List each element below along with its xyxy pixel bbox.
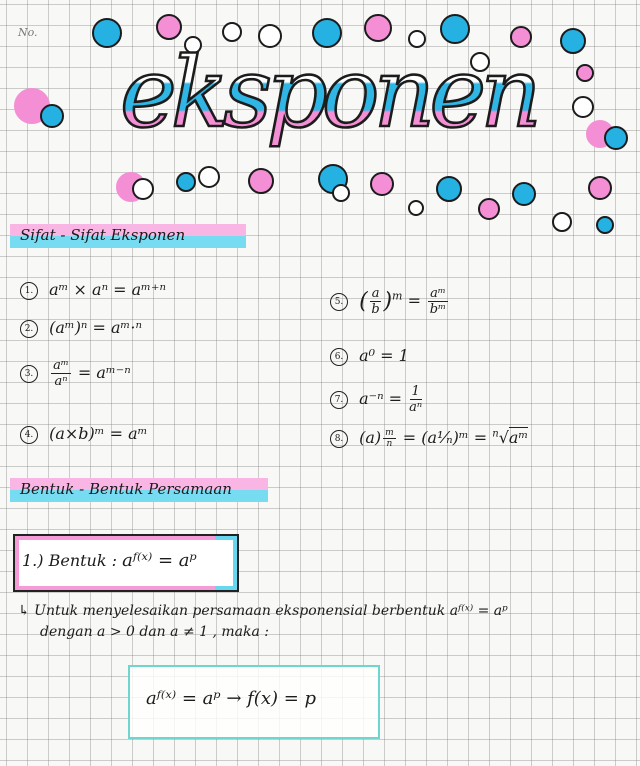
paren-open: ( <box>359 289 368 314</box>
form1-label: 1.) Bentuk : <box>22 551 118 570</box>
fraction <box>51 358 71 389</box>
rule-mid: (a¹⁄ₙ)ᵐ <box>421 428 469 447</box>
dot-icon <box>248 168 274 194</box>
dot-icon <box>588 176 612 200</box>
fraction <box>409 384 422 415</box>
rule-6 <box>330 346 409 366</box>
rule-power: m <box>392 289 403 303</box>
rule-3 <box>20 358 131 389</box>
fraction-denominator: aⁿ <box>54 374 68 389</box>
note-line-2: dengan a > 0 dan a ≠ 1 , maka : <box>40 624 270 640</box>
rule-rhs: aᵐ <box>128 424 148 443</box>
fraction-denominator: aⁿ <box>409 400 423 415</box>
power-denominator: n <box>386 439 393 449</box>
dot-icon <box>478 198 500 220</box>
root-index: n <box>492 428 499 440</box>
dot-icon <box>156 14 182 40</box>
rule-number: 6. <box>330 348 348 366</box>
rule-eq: = <box>109 424 124 443</box>
fraction-numerator: a <box>371 286 380 301</box>
dot-icon <box>436 176 462 202</box>
result-expr: aᶠ⁽ˣ⁾ = aᵖ → f(x) = p <box>146 688 317 709</box>
dot-icon <box>370 172 394 196</box>
rule-rhs: aᵐ·ⁿ <box>111 318 142 337</box>
rule-4 <box>20 424 148 444</box>
fraction-numerator: 1 <box>411 384 420 399</box>
rule-eq: = <box>407 291 421 310</box>
rule-lhs: (a) <box>359 428 382 447</box>
rule-7 <box>330 384 424 415</box>
title-text: eksponen <box>120 38 536 149</box>
dot-icon <box>332 184 350 202</box>
rule-8 <box>330 428 528 449</box>
dot-icon <box>176 172 196 192</box>
rule-lhs: a⁻ⁿ <box>359 389 384 408</box>
rule-number: 5. <box>330 293 348 311</box>
rule-2 <box>20 318 142 338</box>
dot-icon <box>596 216 614 234</box>
page-number-label: No. <box>18 26 38 39</box>
dot-icon <box>198 166 220 188</box>
rule-number: 1. <box>20 282 38 300</box>
rule-eq: = <box>380 346 394 365</box>
title-lettering <box>58 38 598 158</box>
rule-rhs: aᵐ⁻ⁿ <box>96 363 131 382</box>
rule-5 <box>330 286 450 317</box>
rule-number: 8. <box>330 430 348 448</box>
rule-eq: = <box>113 280 127 299</box>
rule-number: 2. <box>20 320 38 338</box>
rule-number: 3. <box>20 365 38 383</box>
fraction-numerator: aᵐ <box>430 286 446 301</box>
dot-icon <box>408 200 424 216</box>
fraction-denominator: bᵐ <box>429 302 447 317</box>
fraction <box>370 286 382 317</box>
fraction <box>428 286 448 317</box>
rule-lhs: a⁰ <box>359 346 376 365</box>
rule-eq: = <box>402 428 417 447</box>
rule-eq: = <box>77 363 92 382</box>
note-line-1: ↳ Untuk menyelesaikan persamaan eksponensial berbentuk aᶠ⁽ˣ⁾ = aᵖ <box>18 603 508 619</box>
properties-heading: Sifat - Sifat Eksponen <box>20 226 186 244</box>
form1-text <box>22 550 197 571</box>
equations-heading: Bentuk - Bentuk Persamaan <box>20 480 232 498</box>
rule-1 <box>20 280 166 300</box>
rule-rhs: aᵐ⁺ⁿ <box>131 280 166 299</box>
rule-number: 7. <box>330 391 348 409</box>
power-numerator: m <box>385 428 394 438</box>
dot-icon <box>604 126 628 150</box>
form1-expr: aᶠ⁽ˣ⁾ = aᵖ <box>122 550 197 571</box>
root-sign-icon: √ <box>498 428 509 447</box>
rule-number: 4. <box>20 426 38 444</box>
dot-icon <box>132 178 154 200</box>
dot-icon <box>512 182 536 206</box>
rule-rhs: 1 <box>398 346 409 365</box>
fraction-numerator: aᵐ <box>53 358 69 373</box>
root-body: aᵐ <box>508 428 529 447</box>
power-fraction <box>383 428 396 449</box>
rule-lhs: aᵐ × aⁿ <box>49 280 109 299</box>
rule-eq2: = <box>473 428 488 447</box>
rule-lhs: (a×b)ᵐ <box>49 424 105 443</box>
dot-icon <box>552 212 572 232</box>
rule-lhs: (aᵐ)ⁿ <box>49 318 88 337</box>
rule-eq: = <box>388 389 403 408</box>
fraction-denominator: b <box>371 302 380 317</box>
paren-close: ) <box>383 289 393 314</box>
rule-eq: = <box>92 318 106 337</box>
